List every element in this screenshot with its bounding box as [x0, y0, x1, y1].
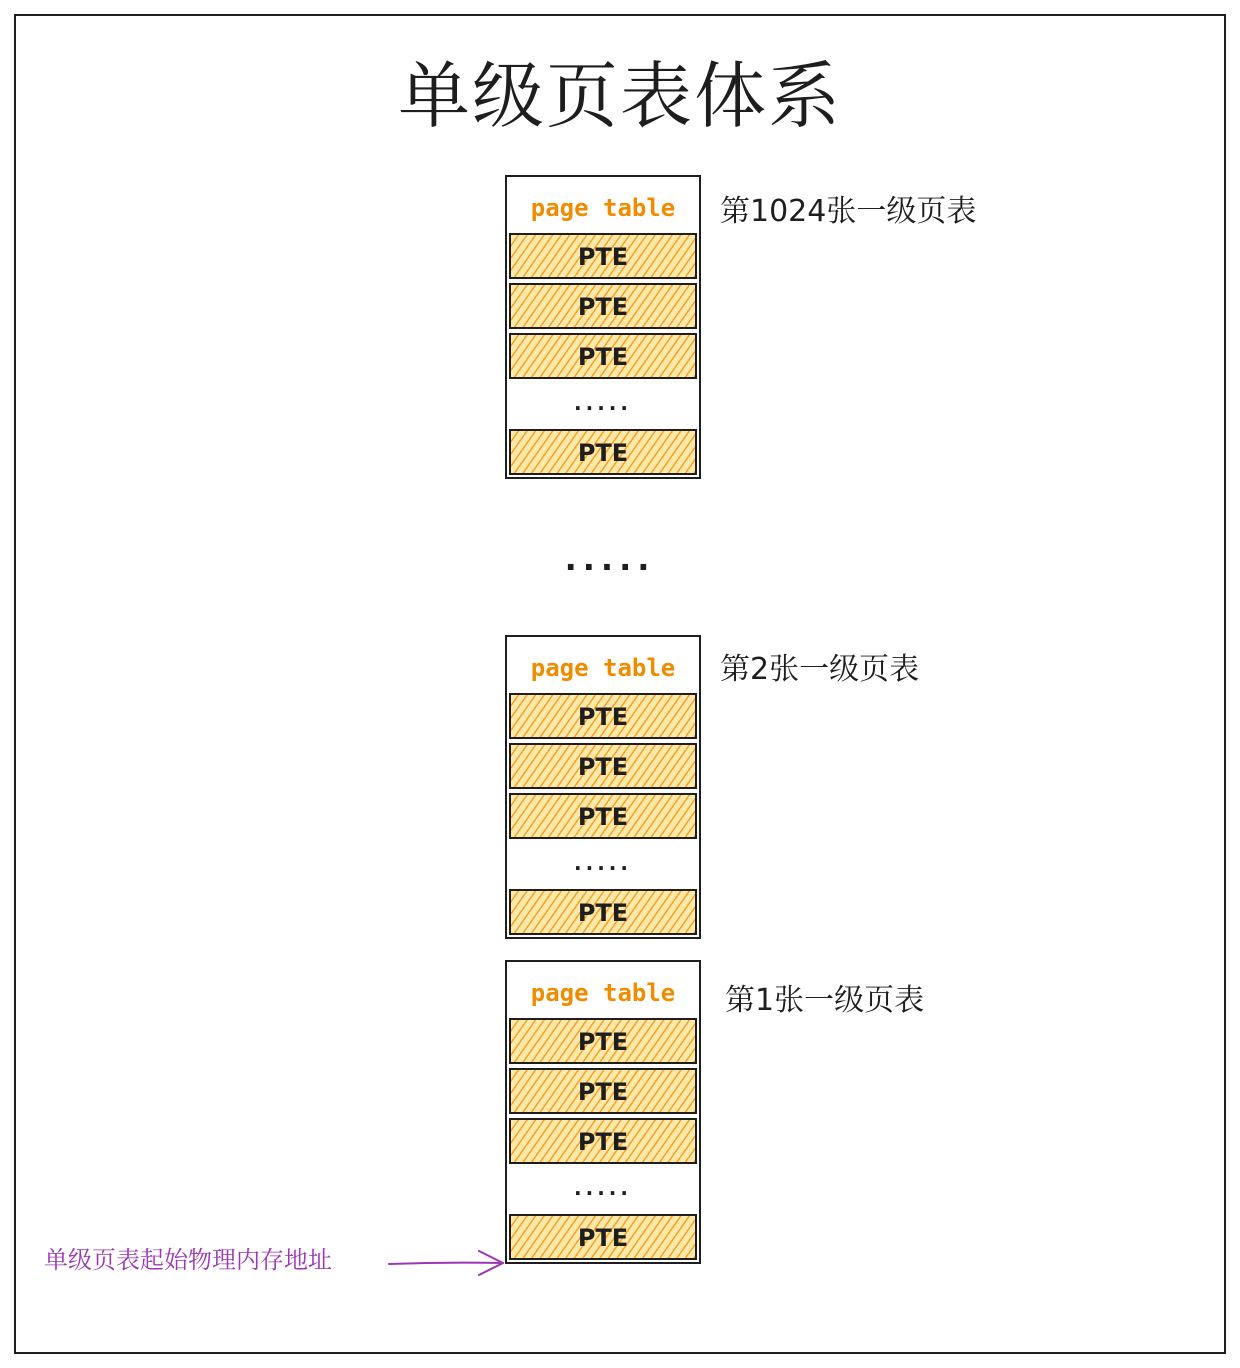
pte-entry: PTE	[509, 233, 697, 279]
pte-entry: PTE	[509, 889, 697, 935]
entries-ellipsis: .....	[574, 851, 632, 875]
base-address-label: 单级页表起始物理内存地址	[44, 1246, 332, 1274]
page-table-2	[505, 635, 701, 939]
page-table-header: page table	[530, 654, 676, 682]
page-table-header: page table	[530, 194, 676, 222]
table-label-1: 第1张一级页表	[725, 983, 925, 1018]
page-table-1024	[505, 175, 701, 479]
page-table-header: page table	[530, 979, 676, 1007]
pte-entry: PTE	[509, 1118, 697, 1164]
entries-ellipsis: .....	[574, 391, 632, 415]
pte-entry: PTE	[509, 1068, 697, 1114]
pte-entry: PTE	[509, 283, 697, 329]
entries-ellipsis: .....	[574, 1176, 632, 1200]
pte-entry: PTE	[509, 743, 697, 789]
base-address-arrow-icon	[385, 1245, 510, 1281]
pte-entry: PTE	[509, 793, 697, 839]
pte-entry: PTE	[509, 333, 697, 379]
pte-entry: PTE	[509, 1018, 697, 1064]
table-label-2: 第2张一级页表	[720, 652, 920, 687]
table-label-1024: 第1024张一级页表	[720, 194, 977, 229]
page-table-1	[505, 960, 701, 1264]
pte-entry: PTE	[509, 429, 697, 475]
tables-ellipsis: .....	[564, 540, 656, 578]
pte-entry: PTE	[509, 1214, 697, 1260]
pte-entry: PTE	[509, 693, 697, 739]
page-title: 单级页表体系	[397, 54, 842, 138]
